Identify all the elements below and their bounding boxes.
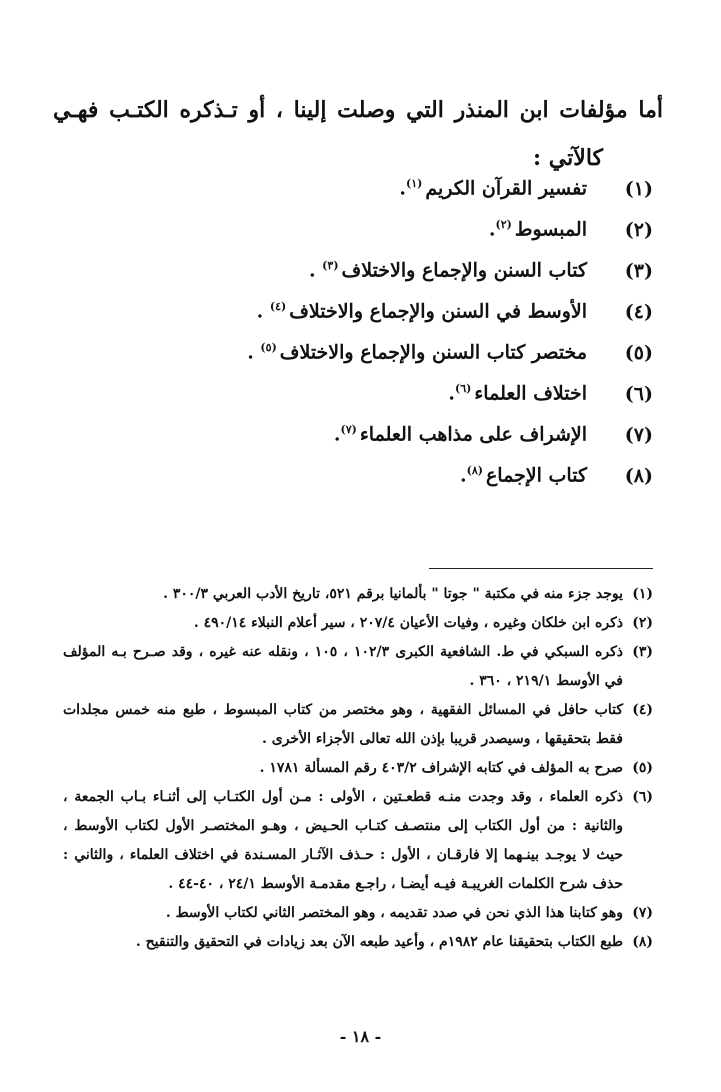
footnote-number: (٣) [632, 644, 653, 660]
work-title-line [399, 177, 587, 199]
footnote-number: (٨) [632, 934, 653, 950]
footnotes-list [63, 580, 653, 957]
work-item [53, 209, 653, 250]
work-end-punct: . [333, 423, 341, 446]
footnote-item [63, 783, 653, 899]
footnote-ref: (٤) [269, 300, 287, 314]
page-number: - ١٨ - [339, 1027, 382, 1046]
footnote-text: ذكره السبكي في ط. الشافعية الكبرى ١٠٢/٣ ، ١٠٥ ، ونقله عنه غيره ، وقد صـرح بـه المؤلف في الأوسط ٢١٩/١ ، ٣٦٠ . [63, 644, 623, 689]
work-number: (٤) [624, 300, 653, 323]
footnote-separator [429, 568, 653, 569]
work-end-punct: . [459, 464, 467, 487]
footnote-ref: (٨) [466, 464, 483, 478]
work-number: (١) [624, 177, 653, 200]
footnote-ref: (٢) [495, 218, 512, 232]
footnote-number: (٥) [632, 760, 653, 776]
footnote-number: (٢) [632, 615, 653, 631]
work-item [53, 414, 653, 455]
footnote-text: صرح به المؤلف في كتابه الإشراف ٤٠٣/٢ رقم المسألة ١٧٨١ . [259, 760, 623, 776]
work-title-line [334, 423, 587, 445]
work-number: (٢) [624, 218, 653, 241]
work-item [53, 373, 653, 414]
footnote-number: (٧) [632, 905, 653, 921]
work-title-line [460, 464, 587, 486]
work-title: الأوسط في السنن والإجماع والاختلاف [289, 300, 587, 323]
work-end-punct: . [256, 300, 270, 323]
intro-line-2: كالآتي : [533, 145, 603, 171]
work-title-line [489, 218, 587, 240]
footnote-number: (١) [632, 586, 653, 602]
footnote-item [63, 899, 653, 928]
work-number: (٥) [624, 341, 653, 364]
intro-line-1: أما مؤلفات ابن المنذر التي وصلت إلينا ، أو تـذكره الكتـب فهـي [53, 97, 663, 123]
work-end-punct: . [308, 259, 323, 282]
work-title: تفسير القرآن الكريم [425, 177, 587, 200]
work-item [53, 291, 653, 332]
work-title-line [257, 300, 587, 322]
work-title-line [309, 259, 587, 281]
work-number: (٣) [624, 259, 653, 282]
work-end-punct: . [488, 218, 496, 241]
work-title-line [247, 341, 587, 363]
work-end-punct: . [247, 341, 261, 364]
work-number: (٧) [624, 423, 653, 446]
work-title: الإشراف على مذاهب العلماء [359, 423, 587, 446]
footnote-ref: (٧) [340, 423, 357, 437]
footnote-item [63, 580, 653, 609]
work-end-punct: . [448, 382, 455, 405]
footnote-ref: (١) [405, 177, 423, 191]
work-end-punct: . [399, 177, 406, 200]
footnote-text: وهو كتابنا هذا الذي نحن في صدد تقديمه ، وهو المختصر الثاني لكتاب الأوسط . [165, 905, 623, 921]
footnote-ref: (٥) [260, 341, 277, 355]
work-item [53, 332, 653, 373]
work-title: كتاب السنن والإجماع والاختلاف [341, 259, 587, 282]
footnote-number: (٦) [632, 789, 653, 805]
footnote-item [63, 609, 653, 638]
work-title-line [448, 382, 587, 404]
work-title: اختلاف العلماء [474, 382, 587, 405]
work-item [53, 168, 653, 209]
footnote-item [63, 696, 653, 754]
footnote-text: ذكره ابن خلكان وغيره ، وفيات الأعيان ٢٠٧/٤ ، سير أعلام النبلاء ٤٩٠/١٤ . [193, 615, 623, 631]
work-item [53, 250, 653, 291]
works-list [53, 168, 653, 496]
footnote-text: طبع الكتاب بتحقيقنا عام ١٩٨٢م ، وأعيد طبعه الآن بعد زيادات في التحقيق والتنقيح . [135, 934, 623, 950]
work-item [53, 455, 653, 496]
footnote-item [63, 754, 653, 783]
footnote-number: (٤) [632, 702, 653, 718]
work-title: مختصر كتاب السنن والإجماع والاختلاف [279, 341, 587, 364]
footnote-item [63, 928, 653, 957]
footnote-ref: (٦) [455, 382, 472, 396]
work-number: (٦) [624, 382, 653, 405]
footnote-text: كتاب حافل في المسائل الفقهية ، وهو مختصر من كتاب المبسوط ، طبع منه خمس مجلدات فقط بتحقيقها ، وسيصدر قريبا بإذن الله تعالى الأجزاء الأخرى . [63, 702, 623, 747]
work-title: كتاب الإجماع [485, 464, 587, 487]
work-title: المبسوط [514, 218, 587, 241]
footnote-ref: (٣) [322, 259, 339, 273]
footnote-text: يوجد جزء منه في مكتبة " جوتا " بألمانيا برقم ٥٢١، تاريخ الأدب العربي ٣٠٠/٣ . [163, 586, 623, 602]
work-number: (٨) [624, 464, 653, 487]
footnote-text: ذكره العلماء ، وقد وجدت منـه قطعـتين ، الأولى : مـن أول الكتـاب إلى أثنـاء بـاب الجمعة ، والثانية : من أول الكتاب إلى منتصـف كتـاب الحـيض ، وهـو المختصـر الأول لكتاب الأوسط ، حيث لا يوجـد بينـهما إلا فارقـان ، الأول : حـذف الآثـار المسـندة في اختلاف العلماء ، والثاني : حذف شرح الكلمات الغريبـة فيـه أيضـا ، راجـع مقدمـة الأوسط ٢٤/١ ، ٤٠-٤٤ . [63, 789, 623, 892]
footnote-item [63, 638, 653, 696]
